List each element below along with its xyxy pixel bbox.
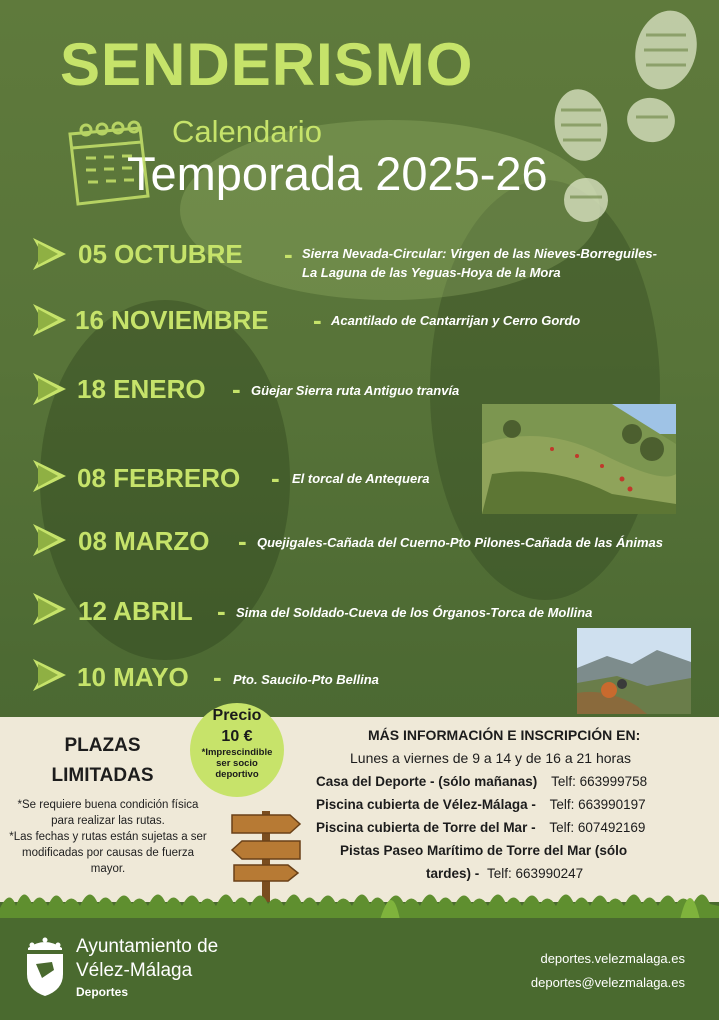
event-row	[0, 522, 719, 582]
event-separator: -	[271, 463, 280, 493]
email-link[interactable]: deportes@velezmalaga.es	[530, 975, 685, 990]
contact-venue	[316, 820, 645, 835]
limited-places-line: PLAZAS	[64, 735, 141, 756]
event-row	[0, 236, 719, 296]
event-date: 08 MARZO	[78, 526, 210, 556]
venue-name: Piscina cubierta de Torre del Mar -	[316, 820, 536, 835]
limited-places-line: LIMITADAS	[51, 765, 154, 786]
contact-hours: Lunes a viernes de 9 a 14 y de 16 a 21 horas	[350, 750, 631, 766]
chevron-right-icon	[30, 591, 70, 627]
price-label: Precio	[212, 707, 262, 724]
chevron-right-icon	[30, 657, 70, 693]
event-separator: -	[232, 374, 241, 404]
event-date: 12 ABRIL	[78, 596, 193, 626]
event-route	[292, 469, 430, 488]
event-route	[302, 244, 657, 282]
grass-decoration	[0, 880, 719, 922]
event-separator: -	[217, 596, 226, 626]
venue-phone: Telf: 663990247	[487, 866, 584, 881]
event-route-line: El torcal de Antequera	[292, 471, 430, 486]
event-separator: -	[313, 305, 322, 335]
event-separator: -	[213, 662, 222, 692]
event-row	[0, 458, 719, 518]
city-crest-icon	[22, 936, 68, 998]
contact-venue	[340, 843, 627, 858]
event-route-line: Acantilado de Cantarrijan y Cerro Gordo	[331, 313, 581, 328]
website-link[interactable]: deportes.velezmalaga.es	[540, 951, 685, 966]
chevron-right-icon	[30, 302, 70, 338]
chevron-right-icon	[30, 371, 70, 407]
venue-name: Pistas Paseo Marítimo de Torre del Mar (sólo	[340, 843, 628, 858]
event-route-line: Quejigales-Cañada del Cuerno-Pto Pilones-Cañada de las Ánimas	[257, 535, 663, 550]
organization-city: Vélez-Málaga	[76, 960, 193, 981]
event-route-line: Pto. Saucilo-Pto Bellina	[233, 672, 379, 687]
event-row	[0, 657, 719, 717]
event-date: 10 MAYO	[77, 662, 189, 692]
event-date: 16 NOVIEMBRE	[75, 305, 269, 335]
venue-phone: Telf: 663990197	[549, 797, 646, 812]
price-badge	[190, 703, 284, 797]
page-title: SENDERISMO	[60, 31, 474, 98]
event-date: 05 OCTUBRE	[78, 239, 243, 269]
chevron-right-icon	[30, 522, 70, 558]
venue-name: Casa del Deporte - (sólo mañanas)	[316, 774, 538, 789]
contact-heading: MÁS INFORMACIÓN E INSCRIPCIÓN EN:	[368, 727, 641, 743]
organization-name: Ayuntamiento de	[76, 936, 219, 957]
season-title: Temporada 2025-26	[127, 147, 548, 200]
venue-name: tardes) -	[426, 866, 480, 881]
page-subtitle: Calendario	[172, 114, 322, 149]
contact-venue	[316, 797, 646, 812]
event-route	[236, 603, 592, 622]
price-value: 10 €	[221, 728, 253, 745]
event-separator: -	[238, 526, 247, 556]
event-route-line: Güejar Sierra ruta Antiguo tranvía	[251, 383, 460, 398]
event-route-line: Sima del Soldado-Cueva de los Órganos-Torca de Mollina	[236, 605, 593, 620]
header	[0, 0, 719, 230]
conditions-note: *Las fechas y rutas están sujetas a ser modificadas por causas de fuerza mayor.	[9, 831, 207, 875]
event-route	[251, 381, 459, 400]
event-row	[0, 302, 719, 362]
venue-name: Piscina cubierta de Vélez-Málaga -	[316, 797, 536, 812]
event-route	[257, 533, 663, 552]
event-route	[331, 311, 580, 330]
calendar-icon	[64, 118, 156, 210]
venue-phone: Telf: 663999758	[551, 774, 648, 789]
chevron-right-icon	[30, 236, 70, 272]
chevron-right-icon	[30, 458, 70, 494]
limited-places	[20, 731, 185, 791]
boot-prints-icon	[536, 5, 716, 230]
conditions-note: *Se requiere buena condición física para realizar las rutas.	[17, 799, 199, 827]
contact-venue	[426, 866, 583, 881]
event-route-line: La Laguna de las Yeguas-Hoya de la Mora	[302, 265, 561, 280]
conditions-notes	[8, 797, 208, 877]
price-note: *Imprescindible ser socio deportivo	[201, 747, 273, 780]
venue-phone: Telf: 607492169	[549, 820, 646, 835]
footer	[0, 918, 719, 1020]
contact-venue	[316, 774, 647, 789]
organization-department: Deportes	[76, 985, 129, 999]
event-date: 18 ENERO	[77, 374, 206, 404]
event-route	[233, 670, 379, 689]
event-date: 08 FEBRERO	[77, 463, 241, 493]
event-route-line: Sierra Nevada-Circular: Virgen de las Nieves-Borreguiles-	[302, 246, 657, 261]
event-separator: -	[284, 239, 293, 269]
